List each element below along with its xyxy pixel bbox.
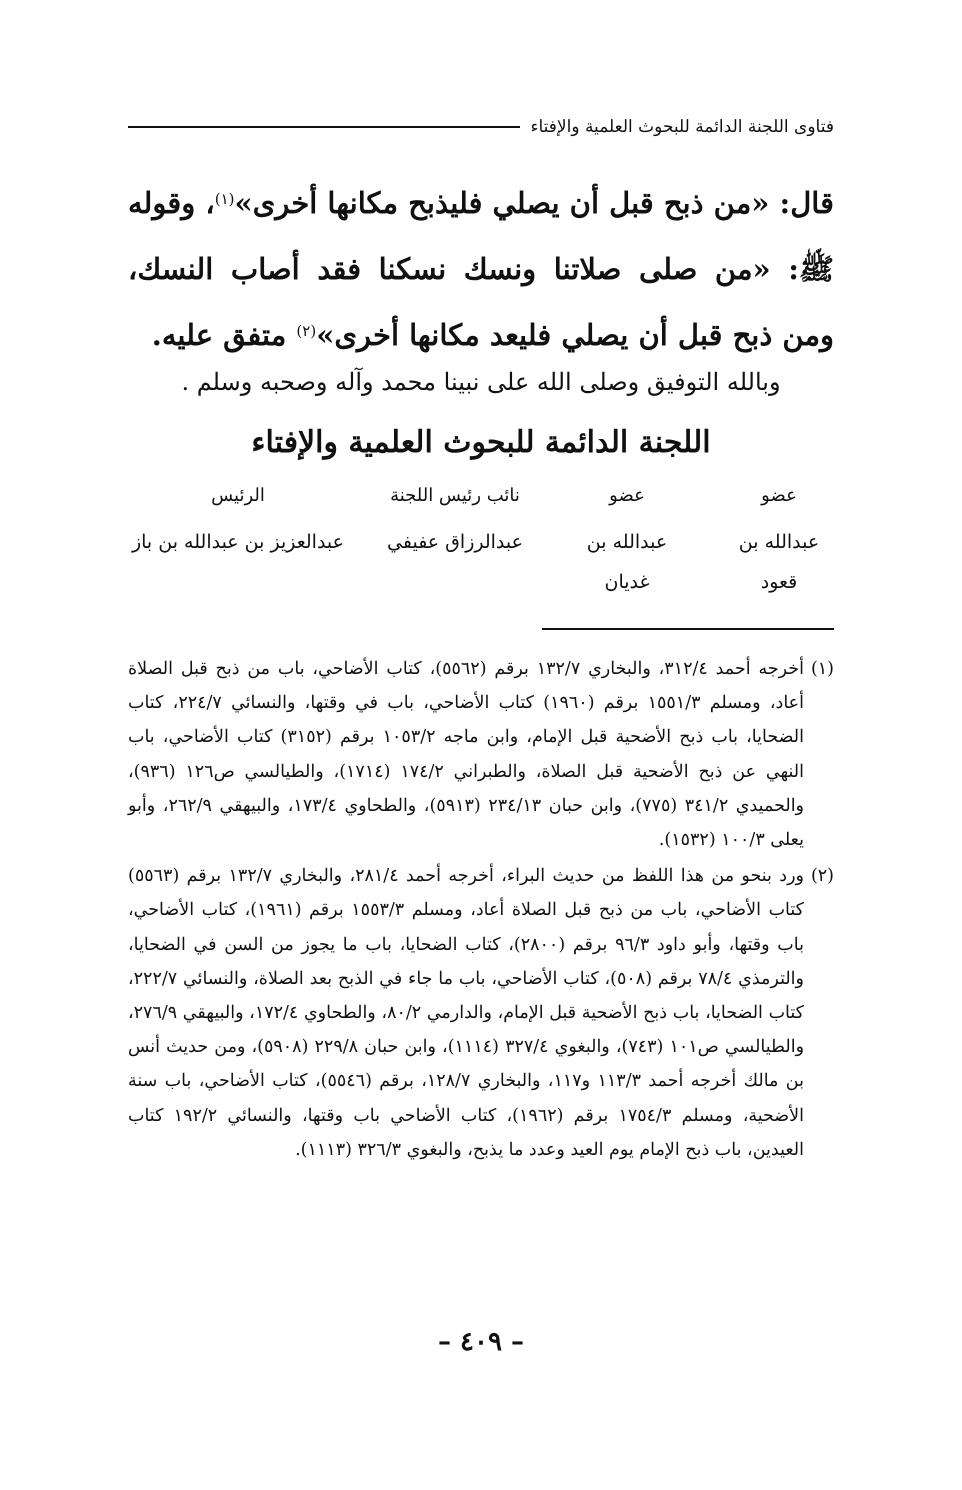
- main-paragraph: [128, 170, 834, 368]
- signature-names-row: [128, 522, 834, 593]
- main-text-segment-2: ، وقوله ﷺ: «من صلى صلاتنا ونسك نسكنا فقد أصاب النسك، ومن ذبح قبل أن يصلي فليعد مكانها أخرى»: [128, 186, 834, 352]
- signature-roles-row: [128, 478, 834, 514]
- footnote-1: [128, 652, 834, 857]
- signatures-block: [128, 478, 834, 593]
- main-text-segment-1: قال: «من ذبح قبل أن يصلي فليذبح مكانها أخرى»: [234, 186, 834, 220]
- running-header: [128, 112, 834, 142]
- footnote-text: أخرجه أحمد ٣١٢/٤، والبخاري ١٣٢/٧ برقم (٥٥٦٢)، كتاب الأضاحي، باب من ذبح قبل الصلاة أعاد، ومسلم ١٥٥١/٣ برقم (١٩٦٠) كتاب الأضاحي، باب في وقتها، والنسائي ٢٢٤/٧، كتاب الضحايا، باب ذبح الأضحية قبل الإمام، وابن ماجه ١٠٥٣/٢ برقم (٣١٥٢) كتاب الأضاحي، باب النهي عن ذبح الأضحية قبل الصلاة، والطبراني ١٧٤/٢ (١٧١٤)، والطيالسي ص١٢٦ (٩٣٦)، والحميدي ٣٤١/٢ (٧٧٥)، وابن حبان ٢٣٤/١٣ (٥٩١٣)، والطحاوي ١٧٣/٤، والبيهقي ٢٦٢/٩، وأبو يعلى ١٠٠/٣ (١٥٣٢).: [128, 659, 805, 851]
- footnotes: [128, 652, 834, 1169]
- footnote-number: (٢): [810, 866, 834, 887]
- header-rule: [128, 126, 520, 128]
- footnote-text: ورد بنحو من هذا اللفظ من حديث البراء، أخرجه أحمد ٢٨١/٤، والبخاري ١٣٢/٧ برقم (٥٥٦٣) كتاب الأضاحي، باب من ذبح قبل الصلاة أعاد، ومسلم ١٥٥٣/٣ برقم (١٩٦١)، كتاب الأضاحي، باب وقتها، وأبو داود ٩٦/٣ برقم (٢٨٠٠)، كتاب الضحايا، باب ما يجوز من السن في الضحايا، والترمذي ٧٨/٤ برقم (٥٠٨)، كتاب الأضاحي، باب ما جاء في الذبح بعد الصلاة، والنسائي ٢٢٢/٧، كتاب الضحايا، باب ذبح الأضحية قبل الإمام، والدارمي ٨٠/٢، والطحاوي ١٧٢/٤، والبيهقي ٢٧٦/٩، والطيالسي ص١٠١ (٧٤٣)، والبغوي ٣٢٧/٤ (١١١٤)، وابن حبان ٢٢٩/٨ (٥٩٠٨)، ومن حديث أنس بن مالك أخرجه أحمد ١١٣/٣ و١١٧، والبخاري ١٢٨/٧، برقم (٥٥٤٦)، كتاب الأضاحي، باب سنة الأضحية، ومسلم ١٧٥٤/٣ برقم (١٩٦٢)، كتاب الأضاحي باب وقتها، والنسائي ١٩٢/٢ كتاب العيدين، باب ذبح الإمام يوم العيد وعدد ما يذبح، والبغوي ٣٢٦/٣ (١١١٣).: [128, 866, 805, 1160]
- footnote-number: (١): [810, 659, 834, 679]
- signature-name: عبدالله بن قعود: [738, 531, 820, 593]
- main-text-segment-3: متفق عليه.: [151, 318, 297, 352]
- signature-name: عبدالرزاق عفيفي: [387, 531, 523, 553]
- committee-title: اللجنة الدائمة للبحوث العلمية والإفتاء: [251, 425, 711, 460]
- footnote-ref-2: (٢): [296, 322, 317, 340]
- signature-name: عبدالعزيز بن عبدالله بن باز: [131, 531, 345, 553]
- closing-line: وبالله التوفيق وصلى الله على نبينا محمد وآله وصحبه وسلم .: [181, 368, 781, 396]
- running-title: فتاوى اللجنة الدائمة للبحوث العلمية والإفتاء: [530, 117, 834, 137]
- signature-role: الرئيس: [211, 485, 265, 506]
- footnote-2: [128, 859, 834, 1167]
- signature-role: نائب رئيس اللجنة: [390, 485, 520, 506]
- signature-role: عضو: [609, 485, 645, 506]
- footnote-separator: [542, 628, 834, 630]
- signature-name: عبدالله بن غديان: [586, 531, 668, 593]
- page-number: – ٤٠٩ –: [437, 1327, 525, 1357]
- footnote-ref-1: (١): [214, 190, 235, 208]
- signature-role: عضو: [761, 485, 797, 506]
